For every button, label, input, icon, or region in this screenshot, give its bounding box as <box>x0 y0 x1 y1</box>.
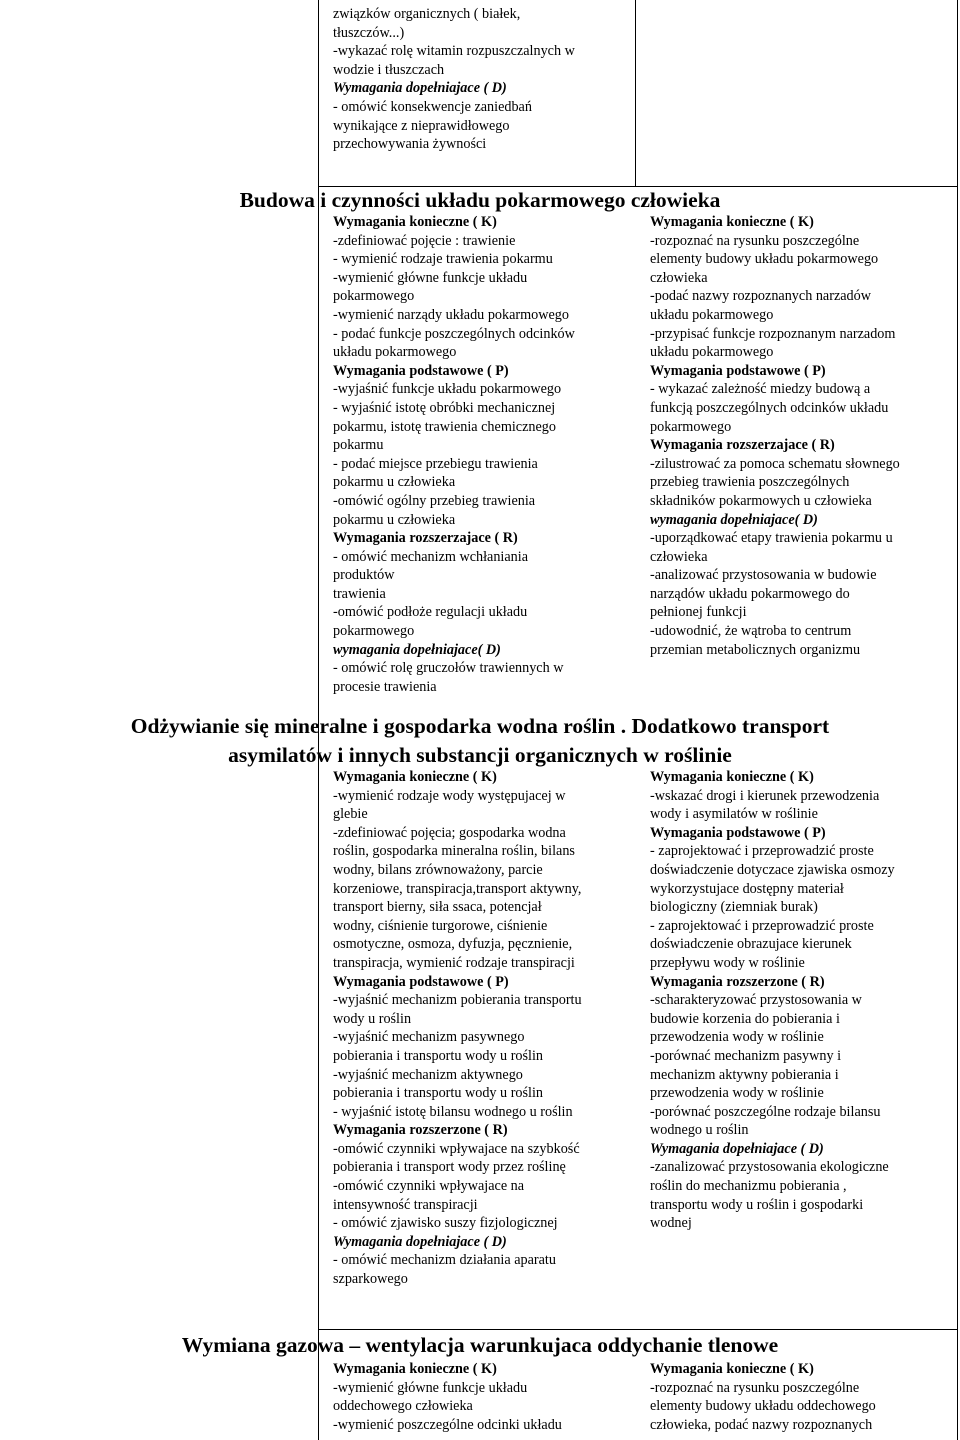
text-line: -wyjaśnić funkcje układu pokarmowego <box>333 381 562 398</box>
text-line: układu pokarmowego <box>333 344 457 361</box>
text-line: wody u roślin <box>333 1010 412 1027</box>
text-line: -zdefiniować pojęcie : trawienie <box>333 232 516 249</box>
text-line: wynikające z nieprawidłowego <box>333 117 510 134</box>
text-line: składników pokarmowych u człowieka <box>650 492 872 509</box>
text-line: pokarmowego <box>333 288 415 305</box>
section-title: Odżywianie się mineralne i gospodarka wodna roślin . Dodatkowo transport <box>130 714 830 738</box>
requirement-heading: Wymagania rozszerzajace ( R) <box>650 437 835 454</box>
text-line: pokarmowego <box>333 623 415 640</box>
text-line: - omówić konsekwencje zaniedbań <box>333 98 532 115</box>
top-left-cell <box>333 5 575 154</box>
text-line: wodnego u roślin <box>650 1122 749 1139</box>
text-line: -wskazać drogi i kierunek przewodzenia <box>650 787 880 804</box>
section1-right-cell <box>650 213 900 659</box>
text-line: wodnej <box>650 1215 692 1232</box>
text-line: -zilustrować za pomoca schematu słownego <box>650 455 900 472</box>
text-line: -wyjaśnić mechanizm pobierania transportu <box>333 992 582 1009</box>
table-row-divider <box>318 186 958 187</box>
text-line: pobierania i transportu wody u roślin <box>333 1047 544 1064</box>
text-line: doświadczenie dotyczace zjawiska osmozy <box>650 861 895 878</box>
text-line: -rozpoznać na rysunku poszczególne <box>650 232 860 249</box>
requirement-heading: wymagania dopełniajace( D) <box>333 641 501 658</box>
requirement-heading: Wymagania podstawowe ( P) <box>333 973 509 990</box>
text-line: -omówić ogólny przebieg trawienia <box>333 492 536 509</box>
text-line: wody i asymilatów w roślinie <box>650 806 818 823</box>
text-line: układu pokarmowego <box>650 306 774 323</box>
text-line: przebieg trawienia poszczególnych <box>650 474 850 491</box>
text-line: roślin, gospodarka mineralna roślin, bilans <box>333 843 575 860</box>
text-line: funkcją poszczególnych odcinków układu <box>650 399 889 416</box>
requirement-heading: Wymagania dopełniajace ( D) <box>333 1233 507 1250</box>
text-line: -porównać poszczególne rodzaje bilansu <box>650 1103 881 1120</box>
text-line: narządów układu pokarmowego do <box>650 585 850 602</box>
text-line: - omówić mechanizm działania aparatu <box>333 1252 556 1269</box>
text-line: pokarmu <box>333 437 384 454</box>
text-line: budowie korzenia do pobierania i <box>650 1010 840 1027</box>
requirement-heading: Wymagania konieczne ( K) <box>333 214 497 230</box>
text-line: pobierania i transportu wody u roślin <box>333 1085 544 1102</box>
requirement-heading: Wymagania rozszerzajace ( R) <box>333 530 518 547</box>
requirement-heading: Wymagania rozszerzone ( R) <box>333 1122 508 1139</box>
text-line: -podać nazwy rozpoznanych narzadów <box>650 288 871 305</box>
text-line: -wymienić główne funkcje układu <box>333 269 528 286</box>
section2-right-cell <box>650 768 895 1233</box>
section1-left-cell <box>333 213 575 696</box>
text-line: tłuszczów...) <box>333 24 405 41</box>
text-line: -porównać mechanizm pasywny i <box>650 1047 842 1064</box>
text-line: wodny, bilans zrównoważony, parcie <box>333 861 543 878</box>
text-line: doświadczenie obrazujace kierunek <box>650 936 852 953</box>
text-line: -rozpoznać na rysunku poszczególne <box>650 1379 860 1396</box>
requirement-heading: Wymagania rozszerzone ( R) <box>650 973 825 990</box>
table-row-divider <box>318 1329 958 1330</box>
text-line: - podać miejsce przebiegu trawienia <box>333 455 538 472</box>
text-line: -wymienić rodzaje wody występujacej w <box>333 787 566 804</box>
table-border-middle <box>635 0 636 186</box>
text-line: biologiczny (ziemniak burak) <box>650 899 818 916</box>
text-line: układu pokarmowego <box>650 344 774 361</box>
text-line: elementy budowy układu oddechowego <box>650 1398 876 1415</box>
text-line: produktów <box>333 567 395 584</box>
text-line: -wykazać rolę witamin rozpuszczalnych w <box>333 43 575 60</box>
text-line: -zanalizować przystosowania ekologiczne <box>650 1159 889 1176</box>
text-line: -omówić czynniki wpływajace na <box>333 1178 525 1195</box>
text-line: -wyjaśnić mechanizm aktywnego <box>333 1066 523 1083</box>
text-line: procesie trawienia <box>333 678 437 695</box>
requirement-heading: Wymagania konieczne ( K) <box>650 214 814 230</box>
requirement-heading: Wymagania konieczne ( K) <box>333 1361 497 1377</box>
text-line: mechanizm aktywny pobierania i <box>650 1066 839 1083</box>
text-line: - wyjaśnić istotę obróbki mechanicznej <box>333 399 556 416</box>
text-line: trawienia <box>333 585 386 602</box>
text-line: - podać funkcje poszczególnych odcinków <box>333 325 575 342</box>
text-line: -omówić czynniki wpływajace na szybkość <box>333 1140 580 1157</box>
text-line: przemian metabolicznych organizmu <box>650 641 861 658</box>
section3-right-cell <box>650 1360 876 1434</box>
text-line: pełnionej funkcji <box>650 604 747 621</box>
text-line: pokarmu, istotę trawienia chemicznego <box>333 418 556 435</box>
text-line: -wymienić narządy układu pokarmowego <box>333 306 569 323</box>
text-line: korzeniowe, transpiracja,transport aktywny, <box>333 880 582 897</box>
text-line: wodny, ciśnienie turgorowe, ciśnienie <box>333 917 548 934</box>
requirement-heading: Wymagania dopełniajace ( D) <box>650 1140 824 1157</box>
text-line: - zaprojektować i przeprowadzić proste <box>650 843 874 860</box>
section-title-continued: asymilatów i innych substancji organicznych w roślinie <box>228 743 732 767</box>
text-line: wykorzystujace dostępny materiał <box>650 880 844 897</box>
section-title: Budowa i czynności układu pokarmowego człowieka <box>239 188 721 212</box>
text-line: człowieka, podać nazwy rozpoznanych <box>650 1416 873 1433</box>
text-line: -analizować przystosowania w budowie <box>650 567 877 584</box>
text-line: -wymienić główne funkcje układu <box>333 1379 528 1396</box>
text-line: intensywność transpiracji <box>333 1196 478 1213</box>
text-line: przewodzenia wody w roślinie <box>650 1085 824 1102</box>
text-line: -przypisać funkcje rozpoznanym narzadom <box>650 325 896 342</box>
section-title: Wymiana gazowa – wentylacja warunkujaca oddychanie tlenowe <box>181 1333 779 1357</box>
text-line: pokarmu u człowieka <box>333 474 456 491</box>
requirement-heading: Wymagania konieczne ( K) <box>333 769 497 785</box>
text-line: przewodzenia wody w roślinie <box>650 1029 824 1046</box>
text-line: - wyjaśnić istotę bilansu wodnego u roślin <box>333 1103 573 1120</box>
text-line: wodzie i tłuszczach <box>333 61 445 78</box>
text-line: przepływu wody w roślinie <box>650 954 805 971</box>
requirement-heading: Wymagania konieczne ( K) <box>650 1361 814 1377</box>
text-line: pobierania i transport wody przez roślinę <box>333 1159 566 1176</box>
section2-left-cell <box>333 768 582 1289</box>
text-line: -omówić podłoże regulacji układu <box>333 604 528 621</box>
text-line: szparkowego <box>333 1271 408 1288</box>
text-line: - wymienić rodzaje trawienia pokarmu <box>333 251 553 268</box>
text-line: -zdefiniować pojęcia; gospodarka wodna <box>333 824 566 841</box>
text-line: roślin do mechanizmu pobierania , <box>650 1178 847 1195</box>
requirement-heading: Wymagania dopełniajace ( D) <box>333 80 507 97</box>
text-line: -wyjaśnić mechanizm pasywnego <box>333 1029 525 1046</box>
text-line: - omówić rolę gruczołów trawiennych w <box>333 660 564 677</box>
requirement-heading: Wymagania podstawowe ( P) <box>650 362 826 379</box>
requirement-heading: wymagania dopełniajace( D) <box>650 511 818 528</box>
text-line: człowieka <box>650 269 708 286</box>
text-line: człowieka <box>650 548 708 565</box>
requirement-heading: Wymagania podstawowe ( P) <box>650 824 826 841</box>
text-line: - omówić mechanizm wchłaniania <box>333 548 529 565</box>
requirement-heading: Wymagania konieczne ( K) <box>650 769 814 785</box>
text-line: -scharakteryzować przystosowania w <box>650 992 862 1009</box>
text-line: -uporządkować etapy trawienia pokarmu u <box>650 530 893 547</box>
text-line: oddechowego człowieka <box>333 1398 473 1415</box>
text-line: pokarmu u człowieka <box>333 511 456 528</box>
text-line: - wykazać zależność miedzy budową a <box>650 381 871 398</box>
requirement-heading: Wymagania podstawowe ( P) <box>333 362 509 379</box>
text-line: elementy budowy układu pokarmowego <box>650 251 879 268</box>
text-line: glebie <box>333 806 368 823</box>
text-line: -udowodnić, że wątroba to centrum <box>650 623 852 640</box>
text-line: - zaprojektować i przeprowadzić proste <box>650 917 874 934</box>
text-line: transportu wody u roślin i gospodarki <box>650 1196 864 1213</box>
text-line: -wymienić poszczególne odcinki układu <box>333 1416 562 1433</box>
text-line: pokarmowego <box>650 418 732 435</box>
text-line: transport bierny, siła ssaca, potencjał <box>333 899 542 916</box>
text-line: przechowywania żywności <box>333 136 487 153</box>
text-line: związków organicznych ( białek, <box>333 6 521 22</box>
section3-left-cell <box>333 1360 562 1434</box>
text-line: transpiracja, wymienić rodzaje transpiracji <box>333 954 575 971</box>
text-line: - omówić zjawisko suszy fizjologicznej <box>333 1215 558 1232</box>
text-line: osmotyczne, osmoza, dyfuzja, pęcznienie, <box>333 936 573 953</box>
